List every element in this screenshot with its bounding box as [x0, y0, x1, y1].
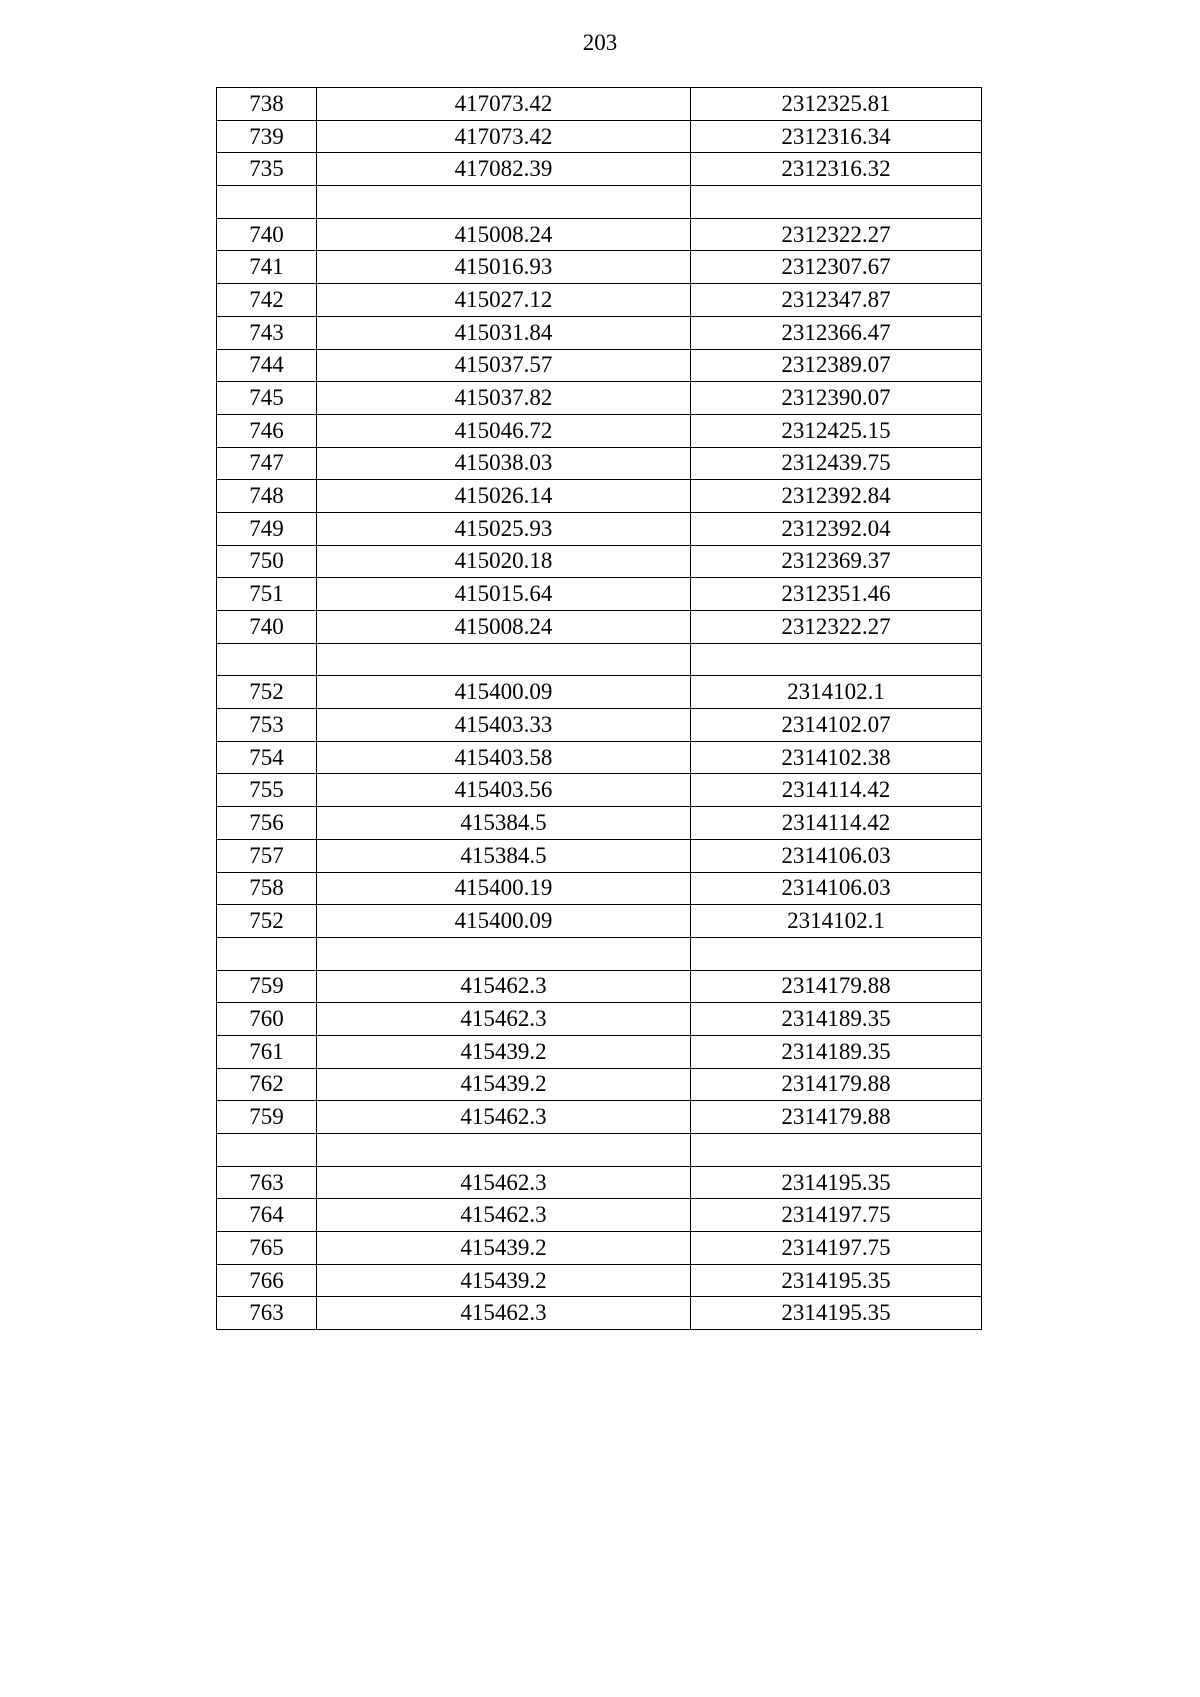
point-id-cell: 746	[217, 414, 317, 447]
point-id-cell: 752	[217, 905, 317, 938]
y-coordinate-cell: 2314197.75	[691, 1199, 982, 1232]
table-row	[217, 251, 982, 284]
x-coordinate-cell: 415020.18	[317, 545, 691, 578]
y-coordinate-cell: 2312322.27	[691, 611, 982, 644]
table-row	[217, 447, 982, 480]
x-coordinate-cell: 415027.12	[317, 284, 691, 317]
x-coordinate-cell: 415384.5	[317, 839, 691, 872]
x-coordinate-cell: 417073.42	[317, 120, 691, 153]
x-coordinate-cell: 415462.3	[317, 1101, 691, 1134]
y-coordinate-cell: 2314102.1	[691, 676, 982, 709]
point-id-cell: 759	[217, 970, 317, 1003]
table-row	[217, 1297, 982, 1330]
y-coordinate-cell: 2314106.03	[691, 872, 982, 905]
y-coordinate-cell: 2314114.42	[691, 774, 982, 807]
y-coordinate-cell: 2312325.81	[691, 88, 982, 121]
table-row	[217, 480, 982, 513]
x-coordinate-cell: 415031.84	[317, 316, 691, 349]
point-id-cell: 766	[217, 1264, 317, 1297]
x-coordinate-cell: 415384.5	[317, 807, 691, 840]
x-coordinate-cell: 417082.39	[317, 153, 691, 186]
point-id-cell: 765	[217, 1232, 317, 1265]
x-coordinate-cell: 415400.19	[317, 872, 691, 905]
point-id-cell: 740	[217, 611, 317, 644]
y-coordinate-cell	[691, 937, 982, 970]
separator-row	[217, 186, 982, 219]
y-coordinate-cell: 2312369.37	[691, 545, 982, 578]
table-row	[217, 1068, 982, 1101]
x-coordinate-cell: 415015.64	[317, 578, 691, 611]
x-coordinate-cell	[317, 186, 691, 219]
table-row	[217, 741, 982, 774]
table-row	[217, 905, 982, 938]
table-row	[217, 774, 982, 807]
y-coordinate-cell: 2312316.32	[691, 153, 982, 186]
separator-row	[217, 643, 982, 676]
x-coordinate-cell: 415462.3	[317, 970, 691, 1003]
y-coordinate-cell: 2314114.42	[691, 807, 982, 840]
point-id-cell: 741	[217, 251, 317, 284]
point-id-cell: 758	[217, 872, 317, 905]
point-id-cell: 762	[217, 1068, 317, 1101]
table-row	[217, 1232, 982, 1265]
table-row	[217, 284, 982, 317]
point-id-cell: 754	[217, 741, 317, 774]
x-coordinate-cell: 415008.24	[317, 611, 691, 644]
x-coordinate-cell: 415016.93	[317, 251, 691, 284]
y-coordinate-cell: 2312392.04	[691, 512, 982, 545]
y-coordinate-cell: 2312307.67	[691, 251, 982, 284]
point-id-cell: 757	[217, 839, 317, 872]
point-id-cell: 751	[217, 578, 317, 611]
separator-row	[217, 937, 982, 970]
y-coordinate-cell: 2314197.75	[691, 1232, 982, 1265]
y-coordinate-cell: 2314195.35	[691, 1264, 982, 1297]
y-coordinate-cell: 2312439.75	[691, 447, 982, 480]
table-row	[217, 807, 982, 840]
x-coordinate-cell: 415400.09	[317, 905, 691, 938]
point-id-cell: 756	[217, 807, 317, 840]
point-id-cell: 764	[217, 1199, 317, 1232]
point-id-cell: 755	[217, 774, 317, 807]
x-coordinate-cell: 415037.82	[317, 382, 691, 415]
table-row	[217, 414, 982, 447]
x-coordinate-cell: 415403.58	[317, 741, 691, 774]
y-coordinate-cell	[691, 643, 982, 676]
y-coordinate-cell: 2312322.27	[691, 218, 982, 251]
x-coordinate-cell: 415008.24	[317, 218, 691, 251]
x-coordinate-cell: 415439.2	[317, 1035, 691, 1068]
table-row	[217, 1199, 982, 1232]
table-row	[217, 709, 982, 742]
point-id-cell: 749	[217, 512, 317, 545]
y-coordinate-cell: 2314179.88	[691, 970, 982, 1003]
table-row	[217, 578, 982, 611]
point-id-cell	[217, 643, 317, 676]
x-coordinate-cell: 415462.3	[317, 1166, 691, 1199]
point-id-cell	[217, 186, 317, 219]
y-coordinate-cell: 2314179.88	[691, 1068, 982, 1101]
point-id-cell: 760	[217, 1003, 317, 1036]
x-coordinate-cell: 415439.2	[317, 1232, 691, 1265]
x-coordinate-cell: 415462.3	[317, 1003, 691, 1036]
table-row	[217, 676, 982, 709]
point-id-cell: 739	[217, 120, 317, 153]
y-coordinate-cell: 2312389.07	[691, 349, 982, 382]
coordinate-table-body	[217, 88, 982, 1330]
table-row	[217, 872, 982, 905]
point-id-cell: 761	[217, 1035, 317, 1068]
x-coordinate-cell: 415462.3	[317, 1199, 691, 1232]
x-coordinate-cell: 415403.33	[317, 709, 691, 742]
y-coordinate-cell: 2314102.07	[691, 709, 982, 742]
point-id-cell: 763	[217, 1166, 317, 1199]
point-id-cell: 738	[217, 88, 317, 121]
table-row	[217, 545, 982, 578]
x-coordinate-cell: 415462.3	[317, 1297, 691, 1330]
point-id-cell	[217, 937, 317, 970]
table-row	[217, 1035, 982, 1068]
point-id-cell: 745	[217, 382, 317, 415]
y-coordinate-cell: 2312351.46	[691, 578, 982, 611]
table-row	[217, 1264, 982, 1297]
x-coordinate-cell: 415400.09	[317, 676, 691, 709]
point-id-cell: 740	[217, 218, 317, 251]
y-coordinate-cell	[691, 1134, 982, 1167]
y-coordinate-cell: 2312390.07	[691, 382, 982, 415]
y-coordinate-cell: 2314102.38	[691, 741, 982, 774]
table-row	[217, 88, 982, 121]
table-row	[217, 382, 982, 415]
x-coordinate-cell: 415439.2	[317, 1264, 691, 1297]
point-id-cell: 763	[217, 1297, 317, 1330]
y-coordinate-cell: 2312347.87	[691, 284, 982, 317]
y-coordinate-cell: 2312392.84	[691, 480, 982, 513]
y-coordinate-cell: 2314179.88	[691, 1101, 982, 1134]
y-coordinate-cell: 2314195.35	[691, 1297, 982, 1330]
x-coordinate-cell	[317, 643, 691, 676]
table-row	[217, 839, 982, 872]
y-coordinate-cell: 2314189.35	[691, 1035, 982, 1068]
x-coordinate-cell: 415025.93	[317, 512, 691, 545]
y-coordinate-cell: 2312316.34	[691, 120, 982, 153]
coordinate-table	[216, 87, 982, 1330]
point-id-cell	[217, 1134, 317, 1167]
y-coordinate-cell: 2312366.47	[691, 316, 982, 349]
table-row	[217, 349, 982, 382]
y-coordinate-cell	[691, 186, 982, 219]
point-id-cell: 743	[217, 316, 317, 349]
x-coordinate-cell: 415037.57	[317, 349, 691, 382]
point-id-cell: 753	[217, 709, 317, 742]
y-coordinate-cell: 2314106.03	[691, 839, 982, 872]
point-id-cell: 750	[217, 545, 317, 578]
table-row	[217, 1166, 982, 1199]
point-id-cell: 742	[217, 284, 317, 317]
point-id-cell: 752	[217, 676, 317, 709]
point-id-cell: 747	[217, 447, 317, 480]
table-row	[217, 611, 982, 644]
y-coordinate-cell: 2314189.35	[691, 1003, 982, 1036]
table-row	[217, 218, 982, 251]
x-coordinate-cell: 415403.56	[317, 774, 691, 807]
table-row	[217, 316, 982, 349]
point-id-cell: 748	[217, 480, 317, 513]
table-row	[217, 512, 982, 545]
point-id-cell: 735	[217, 153, 317, 186]
x-coordinate-cell: 415026.14	[317, 480, 691, 513]
table-row	[217, 1003, 982, 1036]
x-coordinate-cell: 415038.03	[317, 447, 691, 480]
y-coordinate-cell: 2312425.15	[691, 414, 982, 447]
x-coordinate-cell	[317, 937, 691, 970]
table-row	[217, 1101, 982, 1134]
y-coordinate-cell: 2314102.1	[691, 905, 982, 938]
x-coordinate-cell: 415046.72	[317, 414, 691, 447]
x-coordinate-cell: 417073.42	[317, 88, 691, 121]
point-id-cell: 744	[217, 349, 317, 382]
x-coordinate-cell	[317, 1134, 691, 1167]
x-coordinate-cell: 415439.2	[317, 1068, 691, 1101]
y-coordinate-cell: 2314195.35	[691, 1166, 982, 1199]
table-row	[217, 153, 982, 186]
point-id-cell: 759	[217, 1101, 317, 1134]
table-row	[217, 120, 982, 153]
page-number: 203	[582, 30, 618, 55]
table-row	[217, 970, 982, 1003]
separator-row	[217, 1134, 982, 1167]
